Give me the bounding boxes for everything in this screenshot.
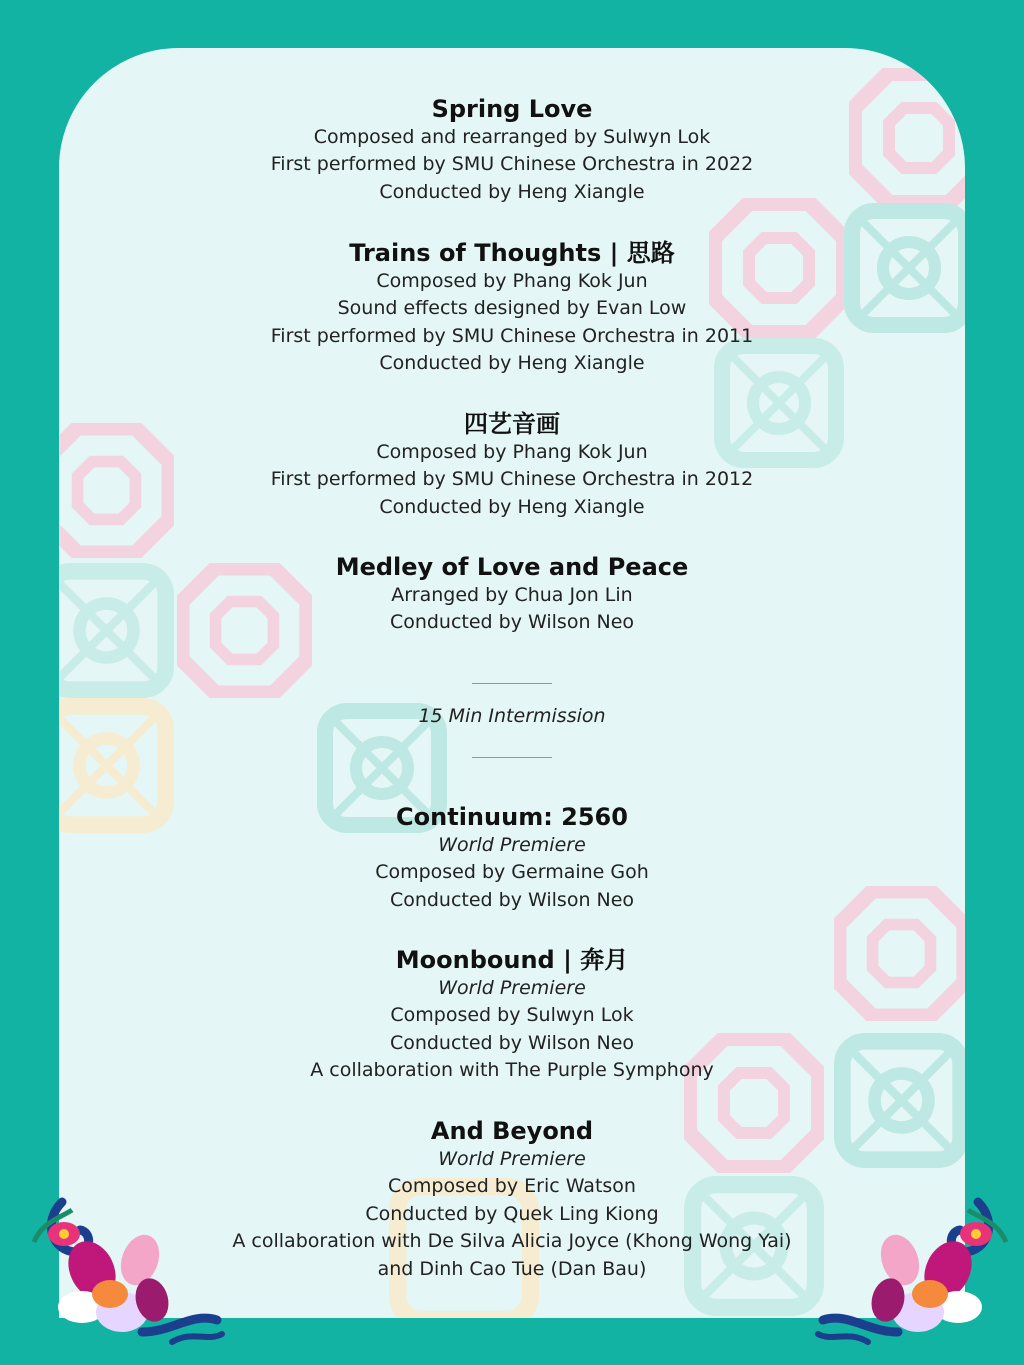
- program-piece: [0, 945, 1024, 1085]
- piece-detail: Conducted by Heng Xiangle: [379, 352, 645, 375]
- piece-detail: Conducted by Quek Ling Kiong: [365, 1202, 659, 1225]
- piece-title: Continuum: 2560: [396, 803, 628, 831]
- piece-detail: Composed by Germaine Goh: [375, 861, 649, 884]
- piece-detail: Conducted by Wilson Neo: [389, 611, 635, 634]
- piece-detail: Composed by Phang Kok Jun: [376, 441, 648, 463]
- piece-title: Spring Love: [431, 95, 593, 123]
- program-piece: [0, 802, 1024, 914]
- piece-title: Moonbound | 奔月: [395, 946, 629, 974]
- piece-detail: A collaboration with De Silva Alicia Joyce (Khong Wong Yai): [232, 1230, 792, 1253]
- program-piece: [0, 552, 1024, 637]
- piece-title: 四艺音画: [464, 410, 560, 438]
- program-piece: [0, 238, 1024, 378]
- divider: [472, 683, 552, 684]
- piece-detail: First performed by SMU Chinese Orchestra in 2012: [270, 468, 754, 491]
- piece-detail: Sound effects designed by Evan Low: [337, 297, 687, 320]
- piece-detail: Conducted by Wilson Neo: [389, 1031, 635, 1054]
- piece-detail: Composed by Phang Kok Jun: [376, 270, 648, 292]
- orchid-flower-icon: [22, 1182, 232, 1347]
- premiere-label: World Premiere: [438, 1148, 586, 1170]
- piece-detail: Composed and rearranged by Sulwyn Lok: [313, 126, 711, 148]
- premiere-label: World Premiere: [438, 977, 586, 999]
- program-piece: [0, 94, 1024, 206]
- piece-detail: Conducted by Wilson Neo: [389, 888, 635, 911]
- piece-detail: and Dinh Cao Tue (Dan Bau): [377, 1257, 647, 1280]
- piece-title: Medley of Love and Peace: [335, 553, 689, 581]
- piece-title: And Beyond: [430, 1117, 594, 1145]
- piece-detail: A collaboration with The Purple Symphony: [310, 1059, 714, 1082]
- piece-detail: Composed by Eric Watson: [388, 1175, 636, 1198]
- piece-detail: First performed by SMU Chinese Orchestra in 2022: [270, 153, 754, 176]
- piece-detail: First performed by SMU Chinese Orchestra in 2011: [270, 324, 754, 347]
- orchid-flower-icon: [808, 1182, 1018, 1347]
- premiere-label: World Premiere: [438, 834, 586, 856]
- intermission-label: 15 Min Intermission: [418, 705, 606, 727]
- piece-title: Trains of Thoughts | 思路: [349, 239, 675, 267]
- piece-detail: Composed by Sulwyn Lok: [390, 1004, 634, 1027]
- piece-detail: Arranged by Chua Jon Lin: [391, 584, 633, 606]
- piece-detail: Conducted by Heng Xiangle: [379, 180, 645, 203]
- piece-detail: Conducted by Heng Xiangle: [379, 495, 645, 518]
- program-piece: [0, 409, 1024, 521]
- divider: [472, 757, 552, 758]
